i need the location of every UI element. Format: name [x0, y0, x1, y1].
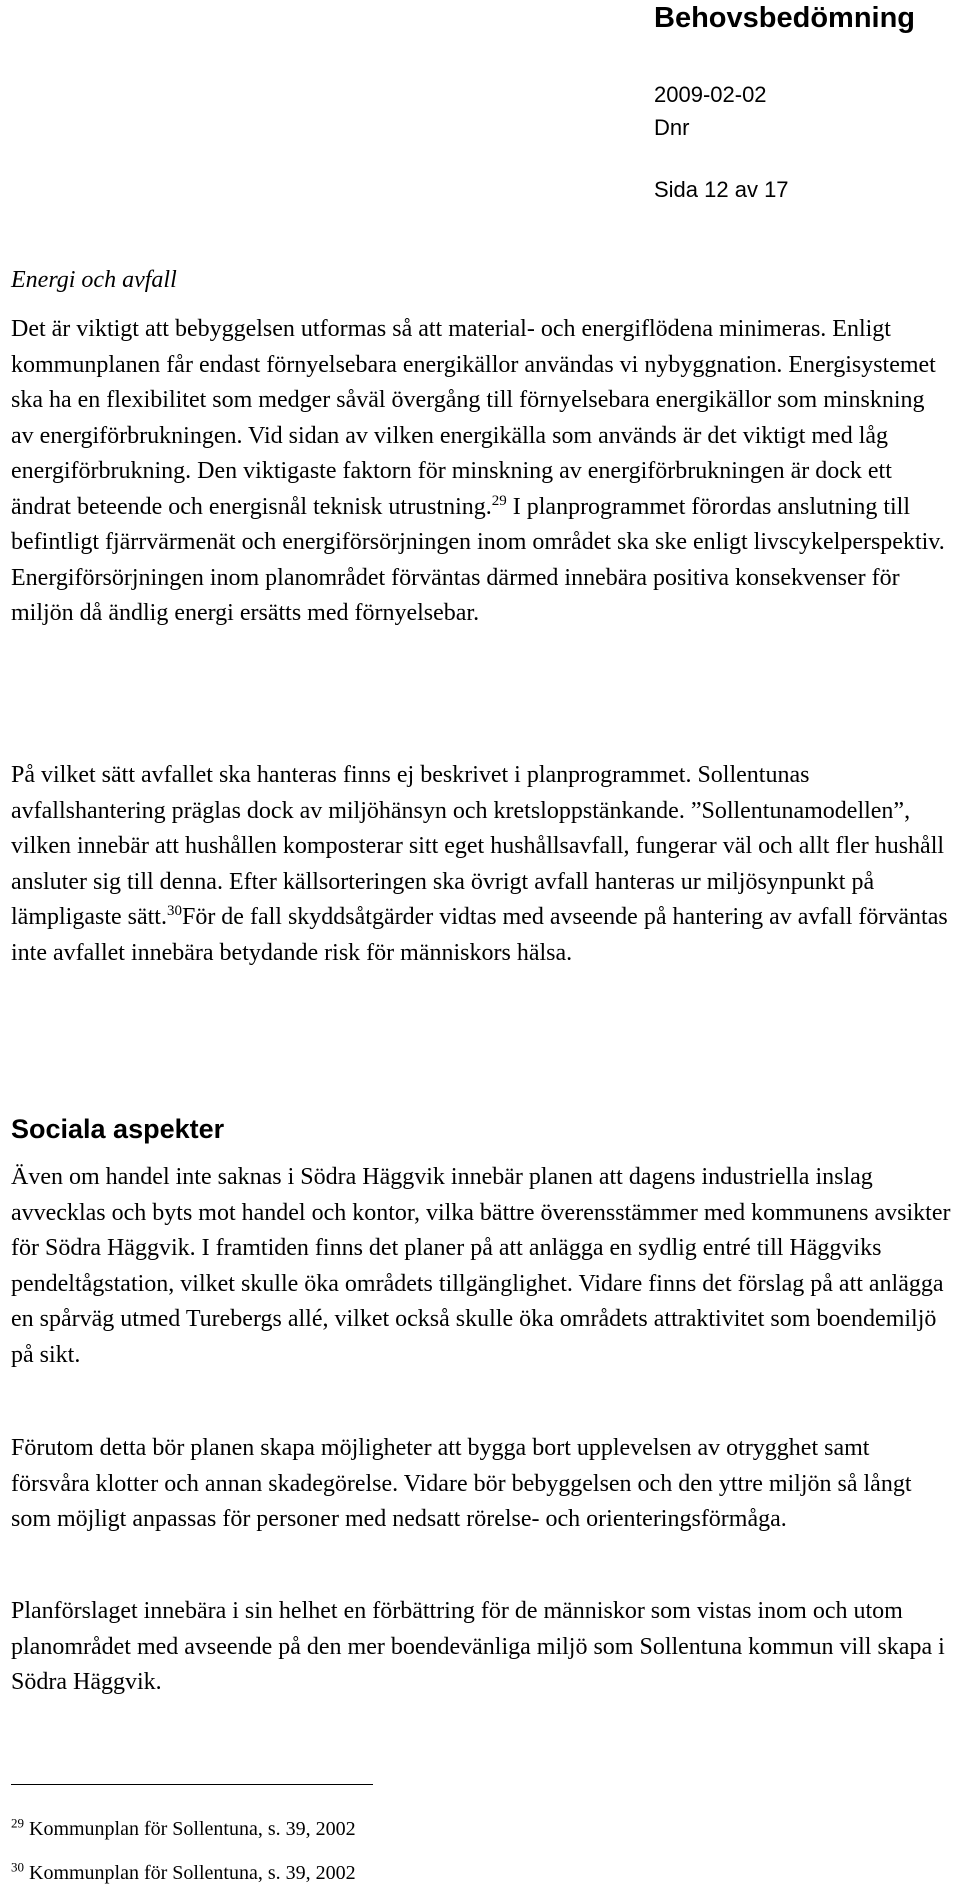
page-number: Sida 12 av 17	[654, 177, 789, 202]
footnote-number: 29	[11, 1815, 24, 1831]
paragraph-social-2: Förutom detta bör planen skapa möjligheter att bygga bort upplevelsen av otrygghet samt försvåra klotter och annan skadegörelse. Vidare bör bebyggelsen och den yttre miljön så långt som möjligt anpassas för personer med nedsatt rörelse- och orienteringsförmåga.	[11, 1435, 912, 1532]
footnote-30	[11, 1859, 356, 1885]
paragraph-waste	[11, 758, 951, 971]
paragraph-social-3: Planförslaget innebära i sin helhet en förbättring för de människor som vistas inom och utom planområdet med avseende på den mer boendevänliga miljö som Sollentuna kommun vill skapa i Södra Häggvik.	[11, 1598, 945, 1695]
footnote-text: Kommunplan för Sollentuna, s. 39, 2002	[24, 1818, 356, 1840]
footnote-number: 30	[11, 1859, 24, 1875]
document-date: 2009-02-02	[654, 82, 767, 107]
footnote-ref-30: 30	[166, 903, 182, 919]
document-dnr: Dnr	[654, 115, 690, 140]
footnote-text: Kommunplan för Sollentuna, s. 39, 2002	[24, 1862, 356, 1884]
footnote-29	[11, 1815, 356, 1841]
document-title: Behovsbedömning	[654, 2, 916, 34]
paragraph-energy	[11, 312, 951, 632]
paragraph-waste-text-b: För de fall skyddsåtgärder vidtas med avseende på hantering av avfall förväntas inte avfallet innebära betydande risk för människors hälsa.	[11, 904, 948, 966]
section-heading-social: Sociala aspekter	[11, 1114, 225, 1144]
footnote-ref-29: 29	[491, 492, 507, 509]
footnote-divider	[11, 1784, 373, 1785]
paragraph-energy-text-b: I planprogrammet förordas anslutning till befintligt fjärrvärmenät och energiförsörjningen inom området ska ske enligt livscykelperspektiv. Energiförsörjningen inom planområdet förväntas därmed innebära positiva konsekvenser för miljön då ändlig energi ersätts med förnyelsebar.	[11, 493, 945, 626]
paragraph-social-1: Även om handel inte saknas i Södra Häggvik innebär planen att dagens industriella inslag avvecklas och byts mot handel och kontor, vilka bättre överensstämmer med kommunens avsikter för Södra Häggvik. I framtiden finns det planer på att anlägga en sydlig entré till Häggviks pendeltågstation, vilket skulle öka områdets tillgänglighet. Vidare finns det förslag på att anlägga en spårväg utmed Turebergs allé, vilket också skulle öka områdets attraktivitet som boendemiljö på sikt.	[11, 1164, 951, 1368]
section-heading-energy: Energi och avfall	[11, 267, 177, 293]
paragraph-energy-text-a: Det är viktigt att bebyggelsen utformas så att material- och energiflödena minimeras. Enligt kommunplanen får endast förnyelsebara energikällor användas vi nybyggnation. Energisystemet ska ha en flexibilitet som medger såväl övergång till förnyelsebara energikällor som minskning av energiförbrukningen. Vid sidan av vilken energikälla som används är det viktigt med låg energiförbrukning. Den viktigaste faktorn för minskning av energiförbrukningen är dock ett ändrat beteende och energisnål teknisk utrustning.	[11, 316, 936, 520]
paragraph-waste-text-a: På vilket sätt avfallet ska hanteras finns ej beskrivet i planprogrammet. Sollentunas avfallshantering präglas dock av miljöhänsyn och kretsloppstänkande. ”Sollentunamodellen”, vilken innebär att hushållen komposterar sitt eget hushållsavfall, fungerar väl och allt fler hushåll ansluter sig till denna. Efter källsorteringen ska övrigt avfall hanteras ur miljösynpunkt på lämpligaste sätt.	[11, 762, 945, 930]
